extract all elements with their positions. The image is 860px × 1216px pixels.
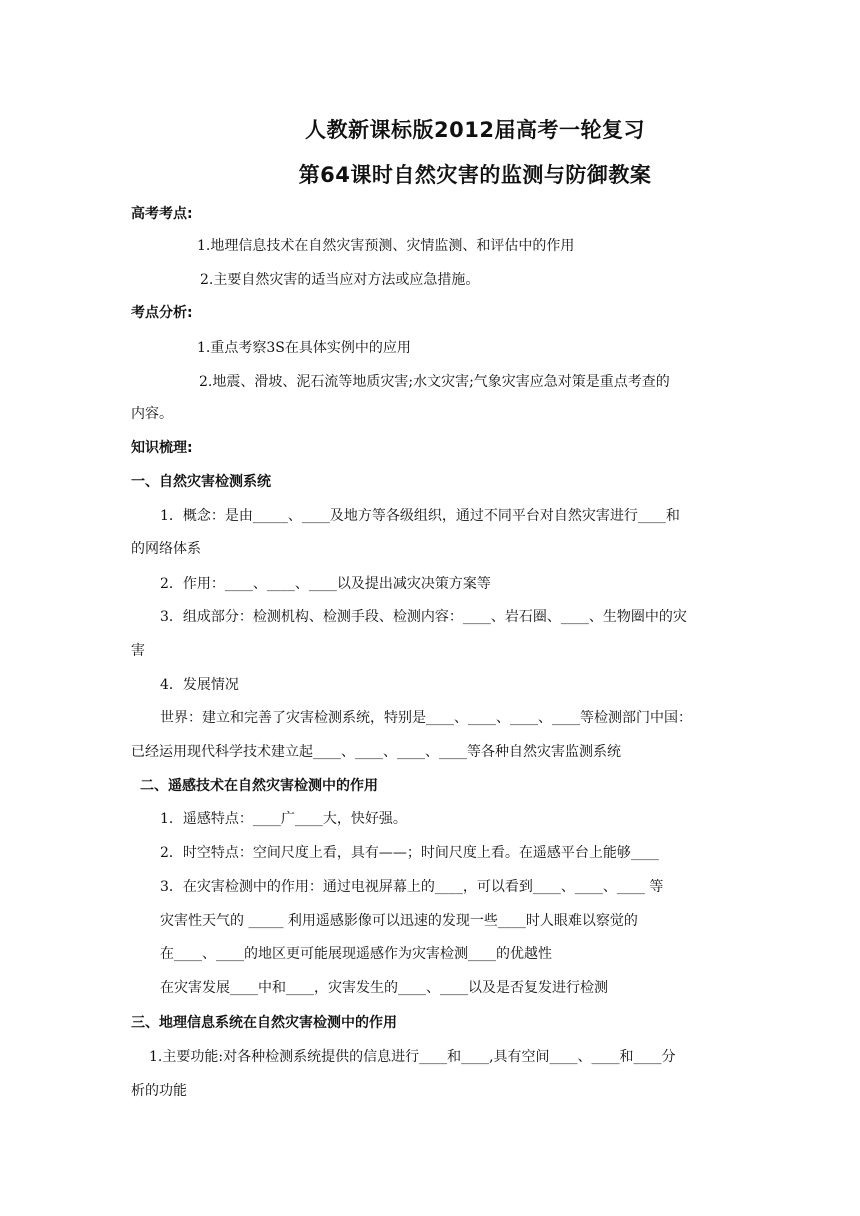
section-heading: 三、地理信息系统在自然灾害检测中的作用 (131, 1015, 397, 1031)
list-item: 3．在灾害检测中的作用：通过电视屏幕上的____，可以看到____、____、____ 等 (160, 879, 664, 895)
paragraph-continuation: 已经运用现代科学技术建立起____、____、____、____等各种自然灾害监测系统 (131, 744, 621, 760)
list-item-continuation: 在灾害发展____中和____，灾害发生的____、____以及是否复发进行检测 (160, 980, 608, 996)
list-item-continuation: 在____、____的地区更可能展现遥感作为灾害检测____的优越性 (160, 946, 552, 962)
lesson-title: 第64课时自然灾害的监测与防御教案 (298, 163, 652, 187)
list-item-continuation: 害 (131, 643, 145, 659)
list-item-continuation: 灾害性天气的 _____ 利用遥感影像可以迅速的发现一些____时人眼难以察觉的 (160, 913, 638, 929)
list-item: 1.地理信息技术在自然灾害预测、灾情监测、和评估中的作用 (197, 238, 575, 254)
section-heading: 高考考点: (131, 206, 193, 222)
list-item: 2.地震、滑坡、泥石流等地质灾害;水文灾害;气象灾害应急对策是重点考查的 (199, 374, 670, 390)
section-heading: 知识梳理: (131, 440, 193, 456)
list-item: 2.主要自然灾害的适当应对方法或应急措施。 (200, 272, 480, 288)
list-item: 1．遥感特点：____广____大，快好强。 (160, 811, 407, 827)
list-item: 2．作用：____、____、____以及提出减灾决策方案等 (160, 576, 491, 592)
list-item: 1.主要功能:对各种检测系统提供的信息进行____和____,具有空间____、____和____分 (149, 1049, 676, 1065)
section-heading: 一、自然灾害检测系统 (131, 474, 271, 490)
list-item: 4．发展情况 (160, 677, 239, 693)
list-item-continuation: 的网络体系 (131, 541, 201, 557)
list-item: 1．概念：是由_____、____及地方等各级组织，通过不同平台对自然灾害进行____和 (160, 508, 680, 524)
list-item: 2．时空特点：空间尺度上看，具有——；时间尺度上看。在遥感平台上能够____ (160, 845, 659, 861)
list-item-continuation: 内容。 (131, 406, 173, 422)
section-heading: 考点分析: (131, 305, 193, 321)
section-heading: 二、遥感技术在自然灾害检测中的作用 (140, 778, 378, 794)
list-item: 1.重点考察3S在具体实例中的应用 (197, 340, 411, 356)
list-item-continuation: 析的功能 (131, 1083, 187, 1099)
document-title: 人教新课标版2012届高考一轮复习 (305, 118, 645, 142)
paragraph: 世界：建立和完善了灾害检测系统，特别是____、____、____、____等检测部门中国： (160, 710, 692, 726)
list-item: 3．组成部分：检测机构、检测手段、检测内容：____、岩石圈、____、生物圈中的灾 (160, 609, 687, 625)
